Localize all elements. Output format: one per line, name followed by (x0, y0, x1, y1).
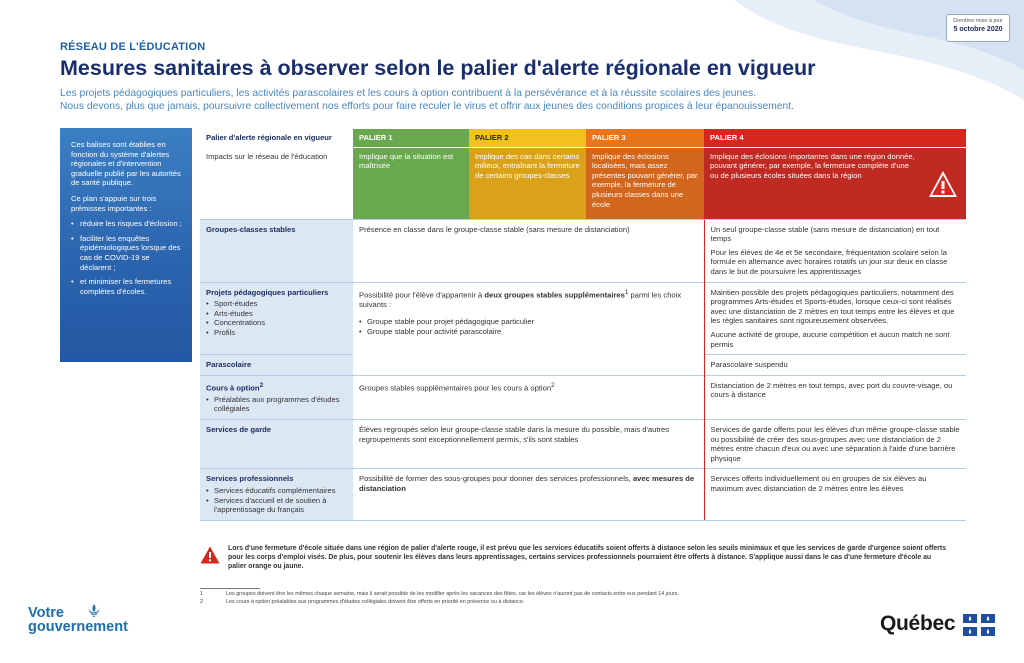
page-title: Mesures sanitaires à observer selon le palier d'alerte régionale en vigueur (60, 56, 816, 80)
palier-4-text: Un seul groupe-classe stable (sans mesure de distanciation) en tout temps (710, 224, 940, 244)
row-subitem: • Préalables aux programmes d'études collégiales (206, 395, 347, 414)
row-label-cell (200, 375, 353, 419)
closure-alert-note (200, 543, 966, 579)
warning-icon (200, 546, 220, 564)
intro-line-2: Nous devons, plus que jamais, poursuivre collectivement nos efforts pour faire reculer le virus et offrir aux jeunes des conditions propices à leur épanouissement. (60, 101, 794, 112)
last-update-label: Dernière mise à jour (953, 18, 1003, 24)
palier-2-header: PALIER 2 (469, 129, 586, 147)
row-sublist (206, 395, 347, 414)
row-subitem: • Sport-études (206, 299, 347, 309)
gouv-line-1: Votre (28, 605, 64, 621)
header-label: Palier d'alerte régionale en vigueur (200, 129, 353, 147)
footnote-text: Les cours à option préalables aux programmes d'études collégiales doivent être offerts en priorité en présence ou à distance. (226, 599, 525, 605)
row-sublist (206, 299, 347, 337)
sidebar-premise: • et minimiser les fermetures complètes d'écoles. (71, 277, 182, 296)
row-subitem: • Arts-études (206, 309, 347, 319)
row-label: Groupes-classes stables (200, 219, 353, 282)
row-subitem: • Concentrations (206, 318, 347, 328)
table-row-groupes (200, 219, 966, 282)
palier-1-impact: Implique que la situation est maîtrisée (353, 147, 469, 219)
sidebar-premises-list (71, 219, 182, 296)
choice-item: • Groupe stable pour projet pédagogique particulier (359, 317, 698, 327)
footnote-divider (200, 588, 260, 589)
intro-line-1: Les projets pédagogiques particuliers, les activités parascolaires et les cours à option contribuent à la persévérance et à la réussite scolaires des jeunes. (60, 88, 756, 99)
row-sublist (206, 486, 347, 515)
text-bold: avec mesures de distanciation (359, 474, 695, 493)
quebec-flag-icon (963, 614, 995, 636)
palier-4-cell: Parascolaire suspendu (704, 355, 966, 376)
footnote-number: 1 (200, 591, 203, 597)
choices-list (359, 317, 698, 336)
row-label: Parascolaire (200, 355, 353, 376)
palier-4-cell: Distanciation de 2 mètres en tout temps, avec port du couvre-visage, ou cours à distance (704, 375, 966, 419)
table-header-row (200, 129, 966, 147)
sidebar-paragraph-1: Ces balises sont établies en fonction du système d'alertes régionales et d'intervention graduelle publié par les autorités de santé publique. (71, 140, 181, 188)
sidebar-premise: • faciliter les enquêtes épidémiologiques lorsque des cas de COVID-19 se déclarent ; (71, 234, 182, 272)
footnote-ref: 2 (551, 381, 555, 389)
footnote-ref: 1 (624, 288, 629, 296)
footnote-number: 2 (200, 599, 203, 605)
impacts-label: Impacts sur le réseau de l'éducation (206, 151, 328, 161)
fleur-de-lys-icon (88, 604, 100, 617)
votre-gouvernement-logo (28, 606, 128, 634)
paliers-1-3-cell (353, 375, 704, 419)
row-label-cell (200, 469, 353, 520)
quebec-wordmark: Québec (880, 612, 956, 635)
impacts-row (200, 147, 966, 219)
paliers-1-3-cell (353, 469, 704, 520)
warning-icon (928, 170, 958, 198)
text-span: Possibilité pour l'élève d'appartenir à (359, 290, 485, 300)
choice-item: • Groupe stable pour activité parascolaire (359, 327, 698, 337)
table-row-professionnels (200, 469, 966, 520)
intro-text (60, 87, 960, 113)
table-row-garde (200, 420, 966, 469)
row-label (206, 381, 347, 393)
paliers-1-3-cell (353, 282, 704, 375)
palier-3-impact: Implique des éclosions localisées, mais assez présentes pouvant générer, par exemple, la fermeture de plusieurs classes dans une école (586, 147, 704, 219)
text-span: parmi les choix suivants : (359, 290, 682, 309)
alert-text: Lors d'une fermeture d'école située dans une région de palier d'alerte rouge, il est prévu que les services éducatifs soient offerts à distance selon les seuils minimaux et que les services de garde d'urgence soient offerts pour les corps d'emploi visés. De plus, pour soutenir les élèves dans leurs apprentissages, certains services professionnels pourraient être offerts à distance. S'applique aussi dans le cas d'une fermeture d'école au palier orange ou jaune. (228, 545, 947, 570)
row-subitem: • Services éducatifs complémentaires (206, 486, 347, 496)
row-label-text: Cours à option (206, 383, 260, 393)
palier-4-header: PALIER 4 (704, 129, 966, 147)
row-subitem: • Services d'accueil et de soutien à l'apprentissage du français (206, 496, 347, 515)
text-span: Possibilité de former des sous-groupes pour donner des services professionnels, (359, 474, 633, 484)
palier-2-impact: Implique des cas dans certains milieux, entraînant la fermeture de certains groupes-classes (469, 147, 586, 219)
palier-4-text: Pour les élèves de 4e et 5e secondaire, fréquentation scolaire selon la formule en alternance avec horaires rotatifs un jour sur deux en classe dans le but de poursuivre les apprentissages (710, 247, 948, 276)
palier-3-header: PALIER 3 (586, 129, 704, 147)
footnote-text: Les groupes doivent être les mêmes chaque semaine, mais il serait possible de les modifier après les vacances des fêtes, car les élèves n'auront pas de contacts entre eux pendant 14 jours. (226, 591, 679, 597)
row-label-cell (200, 282, 353, 355)
gouv-line-2: gouvernement (28, 619, 128, 635)
table-row-projets (200, 282, 966, 355)
palier-4-impact (704, 147, 966, 219)
palier-4-text: Maintien possible des projets pédagogiques particuliers, notamment des programmes Arts-études et Sports-études, lorsque ceux-ci sont réalisés avec une distanciation de 2 mètres en tout temps entre les élèves et que les règles sanitaires sont rigoureusement observées. (710, 287, 955, 326)
paliers-1-3-text (359, 288, 698, 310)
row-label: Projets pédagogiques particuliers (206, 287, 329, 297)
context-sidebar (60, 128, 192, 362)
footnote-ref: 2 (259, 381, 264, 389)
last-update-box (946, 14, 1010, 42)
palier-1-header: PALIER 1 (353, 129, 469, 147)
palier-4-impact-text: Implique des éclosions importantes dans une région donnée, pouvant générer, par exemple, la fermeture complète d'une ou de plusieurs écoles situées dans la région (710, 151, 915, 180)
row-subitem: • Profils (206, 328, 347, 338)
text-bold: deux groupes stables supplémentaires (484, 290, 625, 300)
sidebar-paragraph-2: Ce plan s'appuie sur trois prémisses importantes : (71, 193, 157, 213)
row-label: Services professionnels (206, 474, 294, 484)
measures-table (200, 129, 966, 521)
paliers-1-3-cell: Présence en classe dans le groupe-classe stable (sans mesure de distanciation) (353, 219, 704, 282)
palier-4-cell: Services offerts individuellement ou en groupes de six élèves au maximum avec distanciation de 2 mètres entre les élèves (704, 469, 966, 520)
section-kicker: RÉSEAU DE L'ÉDUCATION (60, 41, 206, 53)
paliers-1-3-cell: Élèves regroupés selon leur groupe-classe stable dans la mesure du possible, mais d'autres regroupements sont exceptionnellement permis, s'ils sont stables (353, 420, 704, 469)
text-span: Groupes stables supplémentaires pour les cours à option (359, 383, 552, 393)
last-update-date: 5 octobre 2020 (953, 26, 1003, 33)
palier-4-cell (704, 282, 966, 355)
sidebar-premise: • réduire les risques d'éclosion ; (71, 219, 182, 229)
palier-4-cell (704, 219, 966, 282)
table-row-cours (200, 375, 966, 419)
palier-4-cell: Services de garde offerts pour les élèves d'un même groupe-classe stable ou possibilité de créer des sous-groupes avec une distanciation de 2 mètres entre chacun d'eux ou avec une séparation à l'aide d'une barrière physique (704, 420, 966, 469)
row-label: Services de garde (200, 420, 353, 469)
palier-4-text: Aucune activité de groupe, aucune compétition et aucun match ne sont permis (710, 329, 950, 349)
